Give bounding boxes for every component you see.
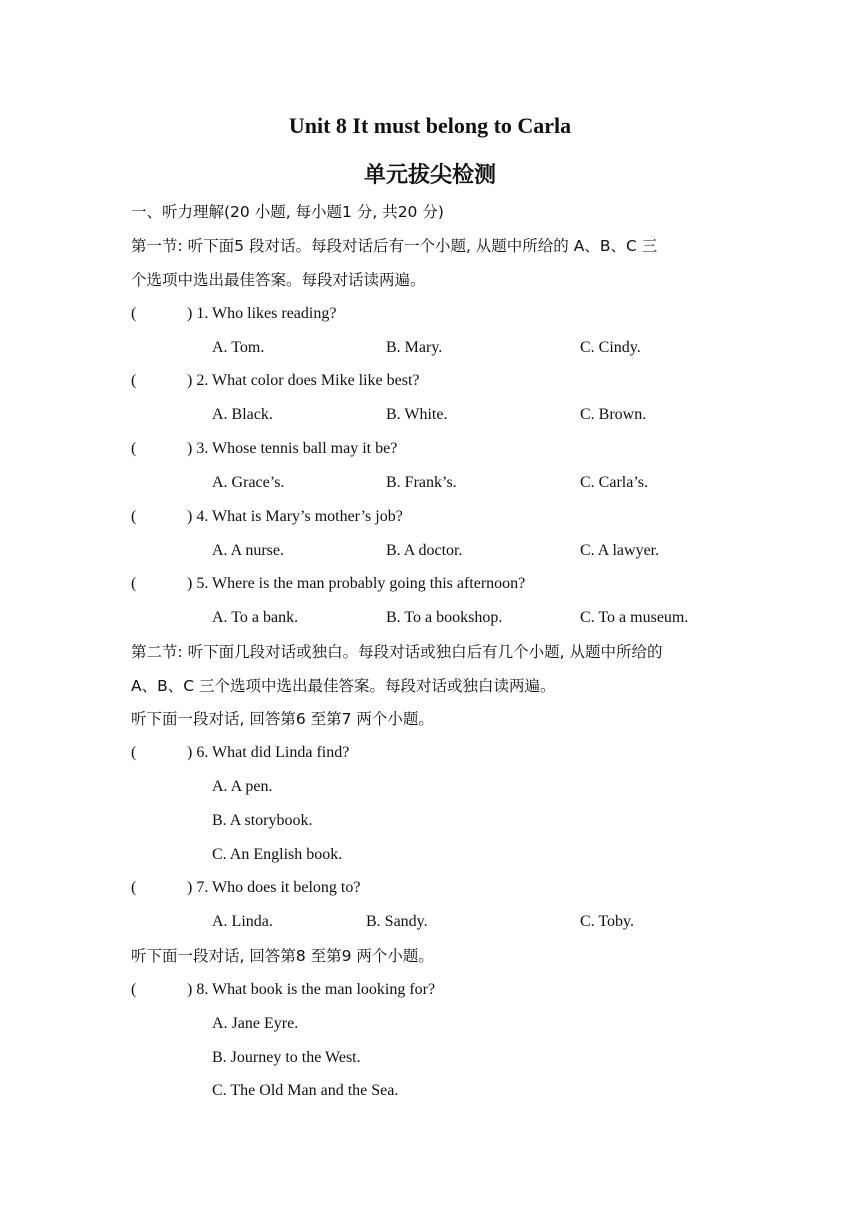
q6-option-b: B. A storybook. bbox=[212, 812, 313, 829]
question-1 bbox=[131, 303, 336, 325]
part2-instruction-line1: 第二节: 听下面几段对话或独白。每段对话或独白后有几个小题, 从题中所给的 bbox=[131, 643, 663, 661]
q3-option-a: A. Grace’s. bbox=[212, 474, 285, 491]
q5-option-a: A. To a bank. bbox=[212, 609, 299, 626]
answer-blank[interactable]: ( bbox=[131, 372, 137, 389]
unit-title: Unit 8 It must belong to Carla bbox=[288, 113, 572, 138]
answer-blank[interactable]: ( bbox=[131, 981, 137, 998]
q8-option-c: C. The Old Man and the Sea. bbox=[212, 1082, 399, 1099]
q6-option-a: A. A pen. bbox=[212, 778, 273, 795]
question-text: ) 8. What book is the man looking for? bbox=[187, 981, 436, 998]
q7-option-a: A. Linda. bbox=[212, 913, 273, 930]
q7-option-b: B. Sandy. bbox=[366, 913, 428, 930]
q7-option-c: C. Toby. bbox=[580, 913, 634, 930]
q1-option-c: C. Cindy. bbox=[580, 339, 641, 356]
q3-option-c: C. Carla’s. bbox=[580, 474, 648, 491]
answer-blank[interactable]: ( bbox=[131, 508, 137, 525]
question-text: ) 3. Whose tennis ball may it be? bbox=[187, 440, 398, 457]
q4-option-c: C. A lawyer. bbox=[580, 542, 660, 559]
question-6 bbox=[131, 742, 349, 764]
q5-option-b: B. To a bookshop. bbox=[386, 609, 503, 626]
q8-option-a: A. Jane Eyre. bbox=[212, 1015, 299, 1032]
dialog-instruction-8-9: 听下面一段对话, 回答第8 至第9 两个小题。 bbox=[131, 947, 434, 965]
q8-option-b: B. Journey to the West. bbox=[212, 1049, 361, 1066]
q1-option-b: B. Mary. bbox=[386, 339, 443, 356]
question-8 bbox=[131, 979, 435, 1001]
answer-blank[interactable]: ( bbox=[131, 744, 137, 761]
question-text: ) 1. Who likes reading? bbox=[187, 305, 337, 322]
answer-blank[interactable]: ( bbox=[131, 440, 137, 457]
q5-option-c: C. To a museum. bbox=[580, 609, 689, 626]
question-2 bbox=[131, 370, 420, 392]
question-4 bbox=[131, 506, 403, 528]
question-5 bbox=[131, 573, 525, 595]
answer-blank[interactable]: ( bbox=[131, 879, 137, 896]
part1-instruction-line2: 个选项中选出最佳答案。每段对话读两遍。 bbox=[131, 271, 426, 289]
question-text: ) 5. Where is the man probably going this afternoon? bbox=[187, 575, 526, 592]
part2-instruction-line2: A、B、C 三个选项中选出最佳答案。每段对话或独白读两遍。 bbox=[131, 677, 556, 695]
question-3 bbox=[131, 438, 397, 460]
dialog-instruction-6-7: 听下面一段对话, 回答第6 至第7 两个小题。 bbox=[131, 710, 434, 728]
q1-option-a: A. Tom. bbox=[212, 339, 265, 356]
answer-blank[interactable]: ( bbox=[131, 305, 137, 322]
part1-instruction-line1: 第一节: 听下面5 段对话。每段对话后有一个小题, 从题中所给的 A、B、C 三 bbox=[131, 237, 658, 255]
section-heading: 一、听力理解(20 小题, 每小题1 分, 共20 分) bbox=[131, 203, 444, 221]
question-text: ) 4. What is Mary’s mother’s job? bbox=[187, 508, 403, 525]
question-7 bbox=[131, 877, 360, 899]
q3-option-b: B. Frank’s. bbox=[386, 474, 457, 491]
q4-option-a: A. A nurse. bbox=[212, 542, 284, 559]
q4-option-b: B. A doctor. bbox=[386, 542, 463, 559]
question-text: ) 6. What did Linda find? bbox=[187, 744, 350, 761]
q2-option-a: A. Black. bbox=[212, 406, 273, 423]
question-text: ) 2. What color does Mike like best? bbox=[187, 372, 420, 389]
unit-subtitle: 单元拔尖检测 bbox=[363, 163, 496, 188]
answer-blank[interactable]: ( bbox=[131, 575, 137, 592]
question-text: ) 7. Who does it belong to? bbox=[187, 879, 361, 896]
q2-option-c: C. Brown. bbox=[580, 406, 647, 423]
q6-option-c: C. An English book. bbox=[212, 846, 343, 863]
q2-option-b: B. White. bbox=[386, 406, 448, 423]
